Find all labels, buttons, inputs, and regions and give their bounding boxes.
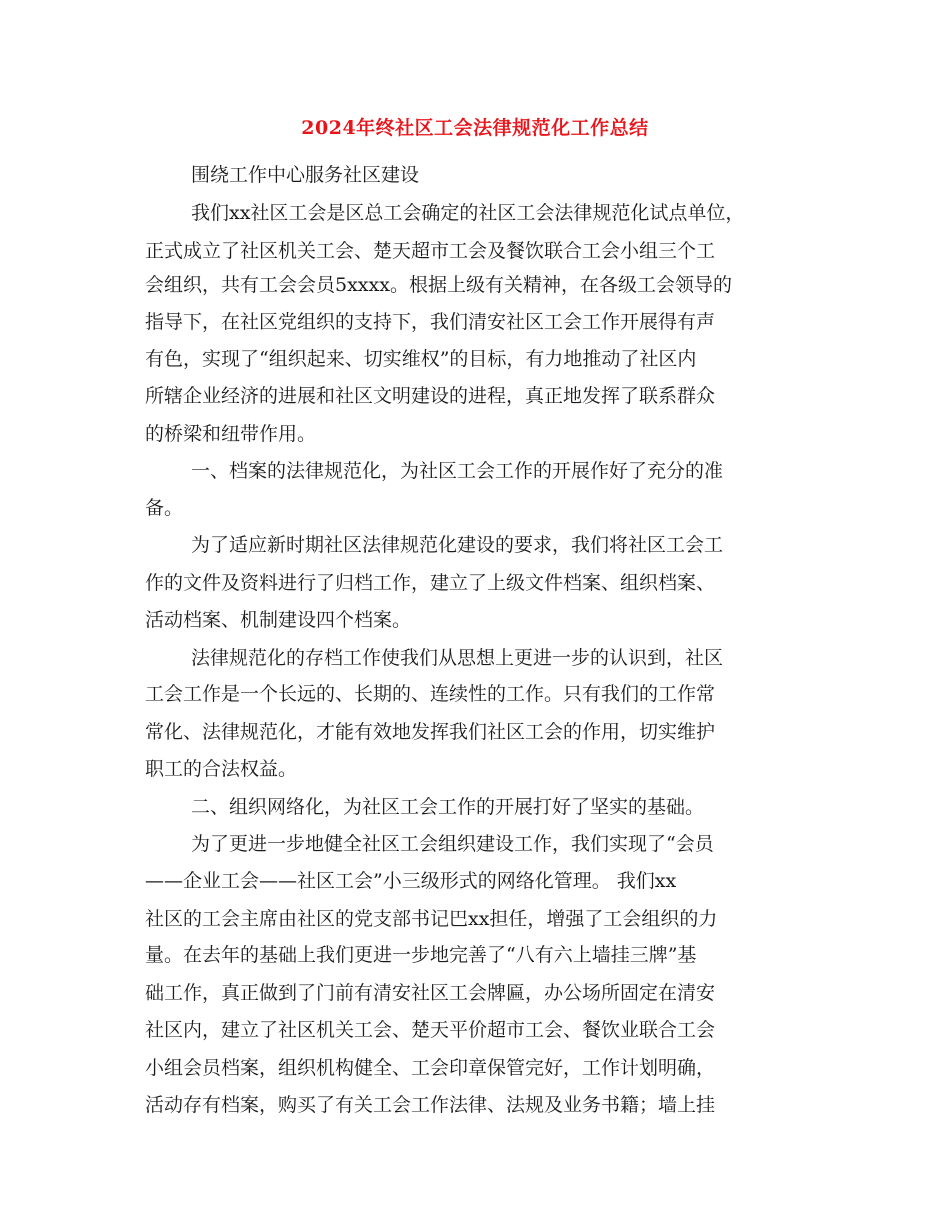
paragraph-line: 正式成立了社区机关工会、楚天超市工会及餐饮联合工会小组三个工 (145, 240, 716, 262)
paragraph-line: 围绕工作中心服务社区建设 (191, 164, 420, 186)
paragraph-line: 活动存有档案，购买了有关工会工作法律、法规及业务书籍；墙上挂 (145, 1094, 716, 1116)
paragraph-line: 为了更进一步地健全社区工会组织建设工作，我们实现了“会员 (191, 833, 714, 855)
paragraph-line: 社区内，建立了社区机关工会、楚天平价超市工会、餐饮业联合工会 (145, 1019, 716, 1041)
paragraph-line: 会组织，共有工会会员5xxxx。根据上级有关精神，在各级工会领导的 (145, 274, 732, 296)
paragraph-line: 工会工作是一个长远的、长期的、连续性的工作。只有我们的工作常 (145, 683, 716, 705)
paragraph-line: 职工的合法权益。 (145, 758, 298, 780)
paragraph-line: 量。在去年的基础上我们更进一步地完善了“八有六上墙挂三牌”基 (145, 944, 697, 966)
paragraph-line: 社区的工会主席由社区的党支部书记巴xx担任，增强了工会组织的力 (145, 908, 718, 930)
paragraph-line: 所辖企业经济的进展和社区文明建设的进程，真正地发挥了联系群众 (145, 385, 716, 407)
paragraph-line: 二、组织网络化，为社区工会工作的开展打好了坚实的基础。 (191, 796, 705, 818)
paragraph-line: 活动档案、机制建设四个档案。 (145, 609, 412, 631)
paragraph-line: 作的文件及资料进行了归档工作，建立了上级文件档案、组织档案、 (145, 572, 716, 594)
paragraph-line: 小组会员档案，组织机构健全、工会印章保管完好，工作计划明确， (145, 1057, 716, 1079)
paragraph-line: 的桥梁和纽带作用。 (145, 423, 317, 445)
document-title: 2024年终社区工会法律规范化工作总结 (301, 117, 649, 139)
paragraph-line: 备。 (145, 497, 184, 519)
paragraph-line: 指导下，在社区党组织的支持下，我们清安社区工会工作开展得有声 (145, 311, 716, 333)
paragraph-line: 础工作，真正做到了门前有清安社区工会牌匾，办公场所固定在清安 (145, 982, 716, 1004)
paragraph-line: 为了适应新时期社区法律规范化建设的要求，我们将社区工会工 (191, 534, 724, 556)
paragraph-line: 一、档案的法律规范化，为社区工会工作的开展作好了充分的准 (191, 460, 724, 482)
paragraph-line: ——企业工会——社区工会”小三级形式的网络化管理。 我们xx (145, 870, 677, 892)
paragraph-line: 我们xx社区工会是区总工会确定的社区工会法律规范化试点单位， (191, 202, 745, 224)
paragraph-line: 常化、法律规范化，才能有效地发挥我们社区工会的作用，切实维护 (145, 721, 716, 743)
paragraph-line: 法律规范化的存档工作使我们从思想上更进一步的认识到，社区 (191, 647, 724, 669)
paragraph-line: 有色，实现了“组织起来、切实维权”的目标，有力地推动了社区内 (145, 348, 697, 370)
